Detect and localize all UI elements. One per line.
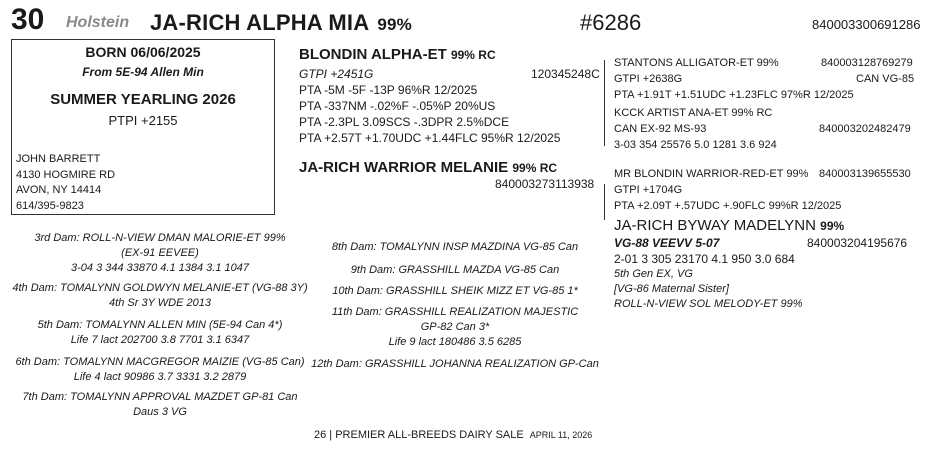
dam-dam-sister-name: ROLL-N-VIEW SOL MELODY-ET 99% (614, 298, 803, 310)
animal-name-text: JA-RICH ALPHA MIA (150, 10, 370, 35)
dam-dam-generation: 5th Gen EX, VG (614, 268, 693, 280)
dam-sire-id: 840003139655530 (819, 168, 911, 180)
owner-street: 4130 HOGMIRE RD (16, 168, 116, 181)
fifth-dam-record: Life 7 lact 202700 3.8 7701 3.1 6347 (70, 334, 250, 346)
sixth-dam (8, 355, 312, 385)
sire-dam-class: CAN EX-92 MS-93 (614, 123, 707, 135)
eighth-dam (305, 240, 605, 255)
seventh-dam-note: Daus 3 VG (133, 406, 187, 418)
sire-dam-id: 840003202482479 (819, 123, 911, 135)
third-dam-name: 3rd Dam: ROLL-N-VIEW DMAN MALORIE-ET 99% (34, 232, 286, 244)
dam-name-text: JA-RICH WARRIOR MELANIE (299, 159, 509, 176)
owner-contact (16, 152, 115, 214)
third-dam-record: 3-04 3 344 33870 4.1 1384 3.1 1047 (71, 262, 249, 274)
eleventh-dam (305, 305, 605, 350)
info-box (11, 39, 275, 215)
dam-dam-name-text: JA-RICH BYWAY MADELYNN (614, 217, 816, 234)
animal-name (150, 10, 412, 36)
birth-date: BORN 06/06/2025 (85, 44, 201, 60)
eleventh-dam-class: GP-82 Can 3* (420, 321, 490, 333)
sire-pta-row: PTA -337NM -.02%F -.05%P 20%US (299, 99, 496, 113)
dam-id: 840003273113938 (495, 177, 595, 191)
lot-number: 30 (11, 3, 45, 36)
sire-pta-row: PTA +2.57T +1.70UDC +1.44FLC 95%R 12/2025 (299, 131, 561, 145)
sire-bracket (604, 60, 609, 146)
sire-name (299, 46, 496, 63)
sire-dam-record: 3-03 354 25576 5.0 1281 3.6 924 (614, 139, 777, 151)
dam-sire-gtpi: GTPI +1704G (614, 184, 683, 196)
dam-dam-maternal-sister: [VG-86 Maternal Sister] (614, 283, 729, 295)
sire-sire-class: CAN VG-85 (856, 73, 915, 85)
seventh-dam (8, 390, 312, 420)
sire-pct: 99% RC (450, 48, 496, 62)
third-dam (8, 231, 312, 276)
dam-sire-pta: PTA +2.09T +.57UDC +.90FLC 99%R 12/2025 (614, 200, 842, 212)
dam-dam-id: 840003204195676 (807, 236, 908, 250)
sire-name-text: BLONDIN ALPHA-ET (299, 46, 447, 63)
breed-label: Holstein (66, 14, 130, 31)
dam-sire-name: MR BLONDIN WARRIOR-RED-ET 99% (614, 168, 809, 180)
from-dam: From 5E-94 Allen Min (82, 65, 204, 79)
owner-city: AVON, NY 14414 (16, 184, 102, 196)
twelfth-dam (305, 357, 605, 372)
ptpi-value: PTPI +2155 (108, 113, 178, 128)
sire-pta-row: PTA -5M -5F -13P 96%R 12/2025 (299, 83, 478, 97)
dam-dam-pct: 99% (820, 219, 845, 233)
fifth-dam (8, 318, 312, 348)
show-class: SUMMER YEARLING 2026 (50, 91, 236, 108)
eighth-dam-name: 8th Dam: TOMALYNN INSP MAZDINA VG-85 Can (331, 241, 579, 253)
eleventh-dam-name: 11th Dam: GRASSHILL REALIZATION MAJESTIC (331, 306, 579, 318)
sire-id: 120345248C (531, 67, 600, 81)
dam-pct: 99% RC (512, 161, 558, 175)
dam-dam-record: 2-01 3 305 23170 4.1 950 3.0 684 (614, 252, 795, 266)
sixth-dam-record: Life 4 lact 90986 3.7 3331 3.2 2879 (73, 371, 247, 383)
dam-dam-name (614, 217, 844, 234)
sire-sire-id: 840003128769279 (821, 57, 913, 69)
sire-pta-row: PTA -2.3PL 3.09SCS -.3DPR 2.5%DCE (299, 115, 510, 129)
fourth-dam-name: 4th Dam: TOMALYNN GOLDWYN MELANIE-ET (VG-88 3Y) (12, 282, 308, 294)
twelfth-dam-name: 12th Dam: GRASSHILL JOHANNA REALIZATION GP-Can (311, 358, 599, 370)
seventh-dam-name: 7th Dam: TOMALYNN APPROVAL MAZDET GP-81 Can (22, 391, 298, 403)
owner-name: JOHN BARRETT (16, 153, 101, 165)
sire-sire-name: STANTONS ALLIGATOR-ET 99% (614, 57, 779, 69)
dam-bracket (604, 184, 609, 220)
dam-dam-class: VG-88 VEEVV 5-07 (614, 236, 720, 250)
dam-name (299, 159, 557, 176)
eleventh-dam-record: Life 9 lact 180486 3.5 6285 (388, 336, 522, 348)
sire-gtpi: GTPI +2451G (299, 67, 374, 81)
ninth-dam (305, 263, 605, 278)
sixth-dam-name: 6th Dam: TOMALYNN MACGREGOR MAIZIE (VG-85 Can) (15, 356, 305, 368)
registration-number: #6286 (580, 10, 642, 35)
footer-date: APRIL 11, 2026 (529, 430, 593, 440)
footer-page: 26 | PREMIER ALL-BREEDS DAIRY SALE (314, 429, 524, 441)
ninth-dam-name: 9th Dam: GRASSHILL MAZDA VG-85 Can (350, 264, 560, 276)
sire-sire-gtpi: GTPI +2638G (614, 73, 683, 85)
fourth-dam-note: 4th Sr 3Y WDE 2013 (109, 297, 211, 309)
fifth-dam-name: 5th Dam: TOMALYNN ALLEN MIN (5E-94 Can 4*) (37, 319, 283, 331)
tenth-dam-name: 10th Dam: GRASSHILL SHEIK MIZZ ET VG-85 1* (332, 285, 578, 297)
sire-sire-pta: PTA +1.91T +1.51UDC +1.23FLC 97%R 12/2025 (614, 89, 854, 101)
sire-dam-name: KCCK ARTIST ANA-ET 99% RC (614, 107, 773, 119)
owner-phone: 614/395-9823 (16, 199, 84, 212)
tenth-dam (305, 284, 605, 299)
third-dam-class: (EX-91 EEVEE) (121, 247, 199, 259)
page-footer (314, 429, 592, 441)
fourth-dam (8, 281, 312, 311)
animal-percent: 99% (377, 15, 412, 34)
animal-id: 840003300691286 (812, 17, 921, 32)
